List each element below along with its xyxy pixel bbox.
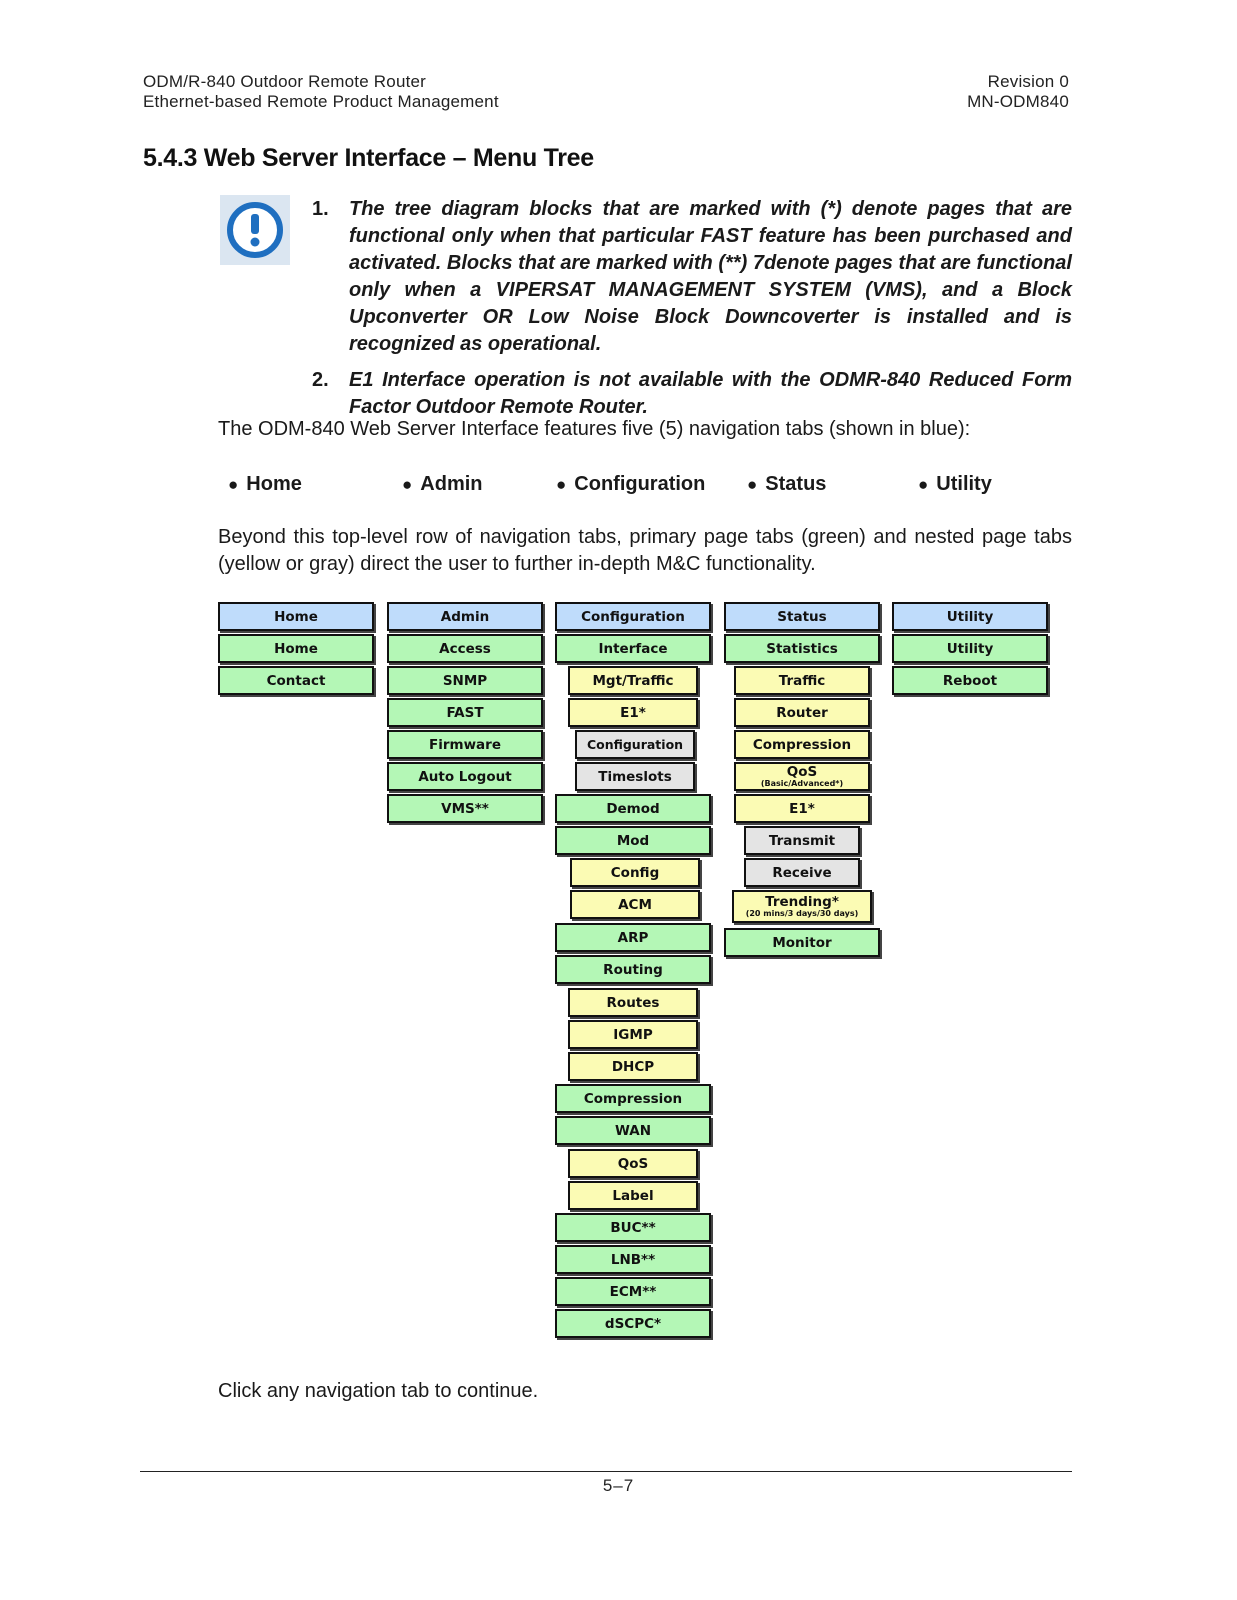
tree-subpage-compression[interactable]: Compression xyxy=(734,730,870,759)
tree-subpage-mgt-traffic[interactable]: Mgt/Traffic xyxy=(568,666,698,695)
tree-subpage-traffic[interactable]: Traffic xyxy=(734,666,870,695)
closing-paragraph: Click any navigation tab to continue. xyxy=(218,1380,539,1402)
section-title: 5.4.3 Web Server Interface – Menu Tree xyxy=(143,144,594,172)
tree-page-ecm[interactable]: ECM** xyxy=(555,1277,711,1306)
tree-nav-tab-home[interactable]: Home xyxy=(218,602,374,631)
qos-sublabel: (Basic/Advanced*) xyxy=(760,779,844,788)
tree-subpage-receive[interactable]: Receive xyxy=(744,858,860,887)
running-header-left xyxy=(143,72,499,112)
note-item xyxy=(312,367,1072,421)
trending-label: Trending* xyxy=(765,894,839,910)
bullet-label: Home xyxy=(246,473,302,495)
tree-page-wan[interactable]: WAN xyxy=(555,1116,711,1145)
trending-sublabel: (20 mins/3 days/30 days) xyxy=(745,909,859,918)
important-note-icon xyxy=(220,195,290,265)
tree-subpage-trending[interactable] xyxy=(732,890,872,923)
tree-page-monitor[interactable]: Monitor xyxy=(724,928,880,957)
tree-subpage-router[interactable]: Router xyxy=(734,698,870,727)
bullet-dot-icon: ● xyxy=(747,475,758,494)
tree-page-utility[interactable]: Utility xyxy=(892,634,1048,663)
tree-subpage-igmp[interactable]: IGMP xyxy=(568,1020,698,1049)
tree-page-snmp[interactable]: SNMP xyxy=(387,666,543,695)
tree-nav-tab-admin[interactable]: Admin xyxy=(387,602,543,631)
tree-subpage-e1-status[interactable]: E1* xyxy=(734,794,870,823)
tree-page-access[interactable]: Access xyxy=(387,634,543,663)
qos-label: QoS xyxy=(786,764,818,780)
bullet-dot-icon: ● xyxy=(556,475,567,494)
tree-page-demod[interactable]: Demod xyxy=(555,794,711,823)
bullet-admin xyxy=(402,470,483,499)
bullet-label: Admin xyxy=(420,473,483,495)
tree-subpage-e1[interactable]: E1* xyxy=(568,698,698,727)
note-text: E1 Interface operation is not available with the ODMR-840 Reduced Form Factor Outdoor Remote Router. xyxy=(349,369,1072,418)
tree-page-dscpc[interactable]: dSCPC* xyxy=(555,1309,711,1338)
beyond-paragraph: Beyond this top-level row of navigation tabs, primary page tabs (green) and nested page tabs (yellow or gray) direct the user to further in-depth M&C functionality. xyxy=(218,526,1072,575)
tree-subpage-routes[interactable]: Routes xyxy=(568,988,698,1017)
running-header-right xyxy=(967,72,1069,112)
tree-page-routing[interactable]: Routing xyxy=(555,955,711,984)
tree-page-arp[interactable]: ARP xyxy=(555,923,711,952)
notes-list xyxy=(312,196,1072,430)
note-text: The tree diagram blocks that are marked with (*) denote pages that are functional only when that particular FAST feature has been purchased and activated. Blocks that are marked with (**) 7denote pages that are functional only when a VIPERSAT MANAGEMENT SYSTEM (VMS), and a Block Upconverter OR Low Noise Block Downcoverter is installed and is recognized as operational. xyxy=(349,198,1072,355)
tree-subpage-qos[interactable]: QoS xyxy=(568,1149,698,1178)
tree-subpage-transmit[interactable]: Transmit xyxy=(744,826,860,855)
bullet-dot-icon: ● xyxy=(918,475,929,494)
tree-nav-tab-utility[interactable]: Utility xyxy=(892,602,1048,631)
tree-subpage-mod-config[interactable]: Config xyxy=(570,858,700,887)
tree-page-firmware[interactable]: Firmware xyxy=(387,730,543,759)
bullet-utility xyxy=(918,470,992,499)
footer-divider xyxy=(140,1471,1072,1472)
tree-page-home[interactable]: Home xyxy=(218,634,374,663)
bullet-home xyxy=(228,470,302,499)
tree-page-buc[interactable]: BUC** xyxy=(555,1213,711,1242)
header-revision: Revision 0 xyxy=(987,72,1069,91)
tree-nav-tab-status[interactable]: Status xyxy=(724,602,880,631)
header-subtitle: Ethernet-based Remote Product Management xyxy=(143,92,499,111)
header-doc-number: MN-ODM840 xyxy=(967,92,1069,111)
header-product-title: ODM/R-840 Outdoor Remote Router xyxy=(143,72,427,91)
note-number: 2. xyxy=(312,369,329,391)
tree-page-lnb[interactable]: LNB** xyxy=(555,1245,711,1274)
nav-tab-bullets xyxy=(0,470,1237,498)
tree-page-statistics[interactable]: Statistics xyxy=(724,634,880,663)
tree-page-mod[interactable]: Mod xyxy=(555,826,711,855)
tree-page-interface[interactable]: Interface xyxy=(555,634,711,663)
tree-subpage-e1-timeslots[interactable]: Timeslots xyxy=(575,762,695,791)
page-number: 5–7 xyxy=(602,1476,635,1495)
tree-subpage-acm[interactable]: ACM xyxy=(570,890,700,919)
bullet-label: Configuration xyxy=(574,473,706,495)
bullet-dot-icon: ● xyxy=(228,475,239,494)
note-item xyxy=(312,196,1072,358)
bullet-label: Status xyxy=(765,473,827,495)
tree-page-vms[interactable]: VMS** xyxy=(387,794,543,823)
note-number: 1. xyxy=(312,198,329,220)
bullet-dot-icon: ● xyxy=(402,475,413,494)
tree-page-reboot[interactable]: Reboot xyxy=(892,666,1048,695)
intro-paragraph: The ODM-840 Web Server Interface features five (5) navigation tabs (shown in blue): xyxy=(218,418,971,440)
bullet-label: Utility xyxy=(936,473,992,495)
tree-page-contact[interactable]: Contact xyxy=(218,666,374,695)
tree-page-fast[interactable]: FAST xyxy=(387,698,543,727)
tree-subpage-dhcp[interactable]: DHCP xyxy=(568,1052,698,1081)
tree-page-auto-logout[interactable]: Auto Logout xyxy=(387,762,543,791)
tree-subpage-qos-status[interactable] xyxy=(734,762,870,791)
bullet-status xyxy=(747,470,826,499)
tree-nav-tab-configuration[interactable]: Configuration xyxy=(555,602,711,631)
tree-subpage-label[interactable]: Label xyxy=(568,1181,698,1210)
tree-page-compression[interactable]: Compression xyxy=(555,1084,711,1113)
tree-subpage-e1-configuration[interactable]: Configuration xyxy=(575,730,695,759)
bullet-configuration xyxy=(556,470,705,499)
